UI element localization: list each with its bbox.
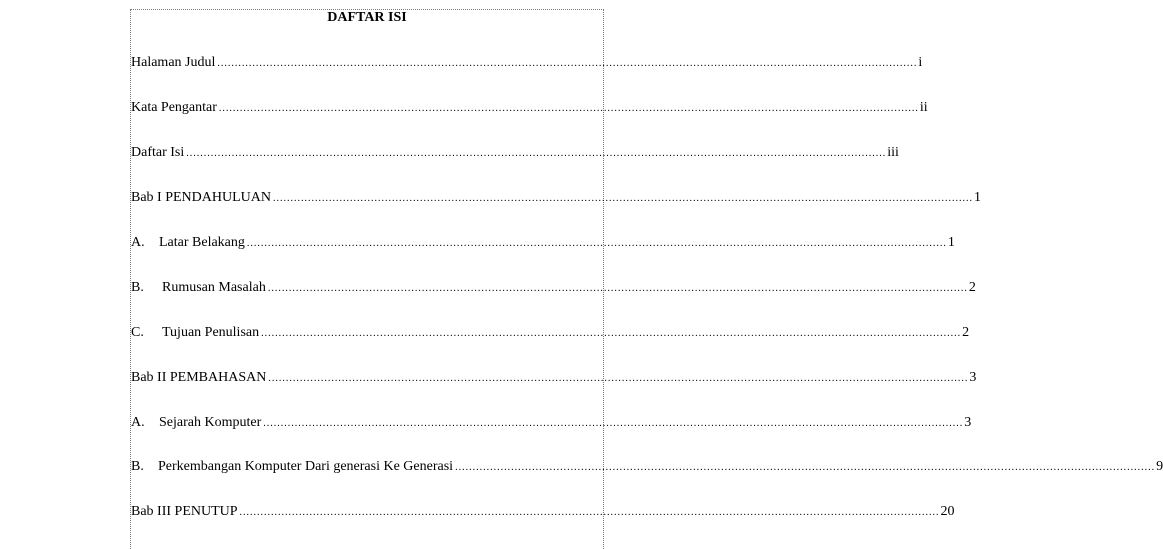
toc-entry-page: 9 (1156, 459, 1163, 474)
toc-entry (131, 324, 970, 342)
toc-entry-page: iii (887, 145, 899, 160)
toc-entry-label: Bab I PENDAHULUAN (131, 190, 271, 205)
toc-entry-label (131, 234, 247, 252)
toc-entry-text: Rumusan Masalah (162, 280, 266, 295)
toc-leader-dots: ........................................................................................................................................................................................................ (273, 193, 973, 204)
toc-entry-label (131, 279, 268, 297)
toc-entry-label: Kata Pengantar (131, 100, 217, 115)
toc-leader-dots: ........................................................................................................................................................................................................ (263, 418, 964, 429)
toc-entry-text: Sejarah Komputer (159, 415, 262, 430)
toc-entry-page: 3 (964, 415, 972, 430)
toc-entry-label (131, 458, 455, 476)
toc-entry-number: A. (131, 415, 145, 430)
toc-entry-number: A. (131, 235, 145, 250)
toc-entry (131, 234, 955, 252)
toc-entry (131, 189, 981, 207)
toc-entry-text: Tujuan Penulisan (162, 325, 260, 340)
toc-entry-label: Bab II PEMBAHASAN (131, 370, 267, 385)
toc-entry-page: i (918, 55, 923, 70)
toc-entry (131, 458, 1163, 476)
toc-entry-number: B. (131, 280, 144, 295)
toc-entry-page: 2 (962, 325, 970, 340)
toc-leader-dots: ........................................................................................................................................................................................................ (268, 373, 969, 384)
toc-leader-dots: ........................................................................................................................................................................................................ (455, 462, 1156, 473)
toc-entry (131, 99, 928, 117)
toc-entry-label: Daftar Isi (131, 145, 185, 160)
toc-entry-label: Halaman Judul (131, 55, 216, 70)
toc-leader-dots: ........................................................................................................................................................................................................ (246, 238, 947, 249)
toc-entry-page: 20 (940, 504, 955, 519)
toc-entry-label: Bab III PENUTUP (131, 504, 238, 519)
toc-title: DAFTAR ISI (327, 10, 407, 25)
toc-entry-page: 3 (969, 370, 977, 385)
toc-entry-page: 1 (947, 235, 955, 250)
toc-entry-text: Latar Belakang (159, 235, 245, 250)
toc-leader-dots: ........................................................................................................................................................................................................ (261, 328, 962, 339)
toc-entry-page: 2 (968, 280, 976, 295)
toc-entry (131, 414, 972, 432)
toc-entry-page: 1 (974, 190, 981, 205)
toc-leader-dots: ........................................................................................................................................................................................................ (267, 283, 968, 294)
toc-leader-dots: ........................................................................................................................................................................................................ (186, 148, 887, 159)
toc-entry (131, 54, 923, 72)
toc-entry-number: C. (131, 325, 144, 340)
toc-entry-text: Perkembangan Komputer Dari generasi Ke Generasi (158, 459, 454, 474)
toc-entry (131, 279, 976, 297)
toc-entry-page: ii (919, 100, 928, 115)
toc-entry-number: B. (131, 459, 144, 474)
toc-leader-dots: ........................................................................................................................................................................................................ (239, 507, 940, 518)
toc-entry-label (131, 324, 261, 342)
toc-entry (131, 144, 899, 162)
toc-leader-dots: ........................................................................................................................................................................................................ (218, 103, 919, 114)
toc-leader-dots: ........................................................................................................................................................................................................ (217, 58, 918, 69)
toc-entry-label (131, 414, 263, 432)
toc-entry (131, 369, 977, 387)
toc-entry (131, 503, 955, 521)
